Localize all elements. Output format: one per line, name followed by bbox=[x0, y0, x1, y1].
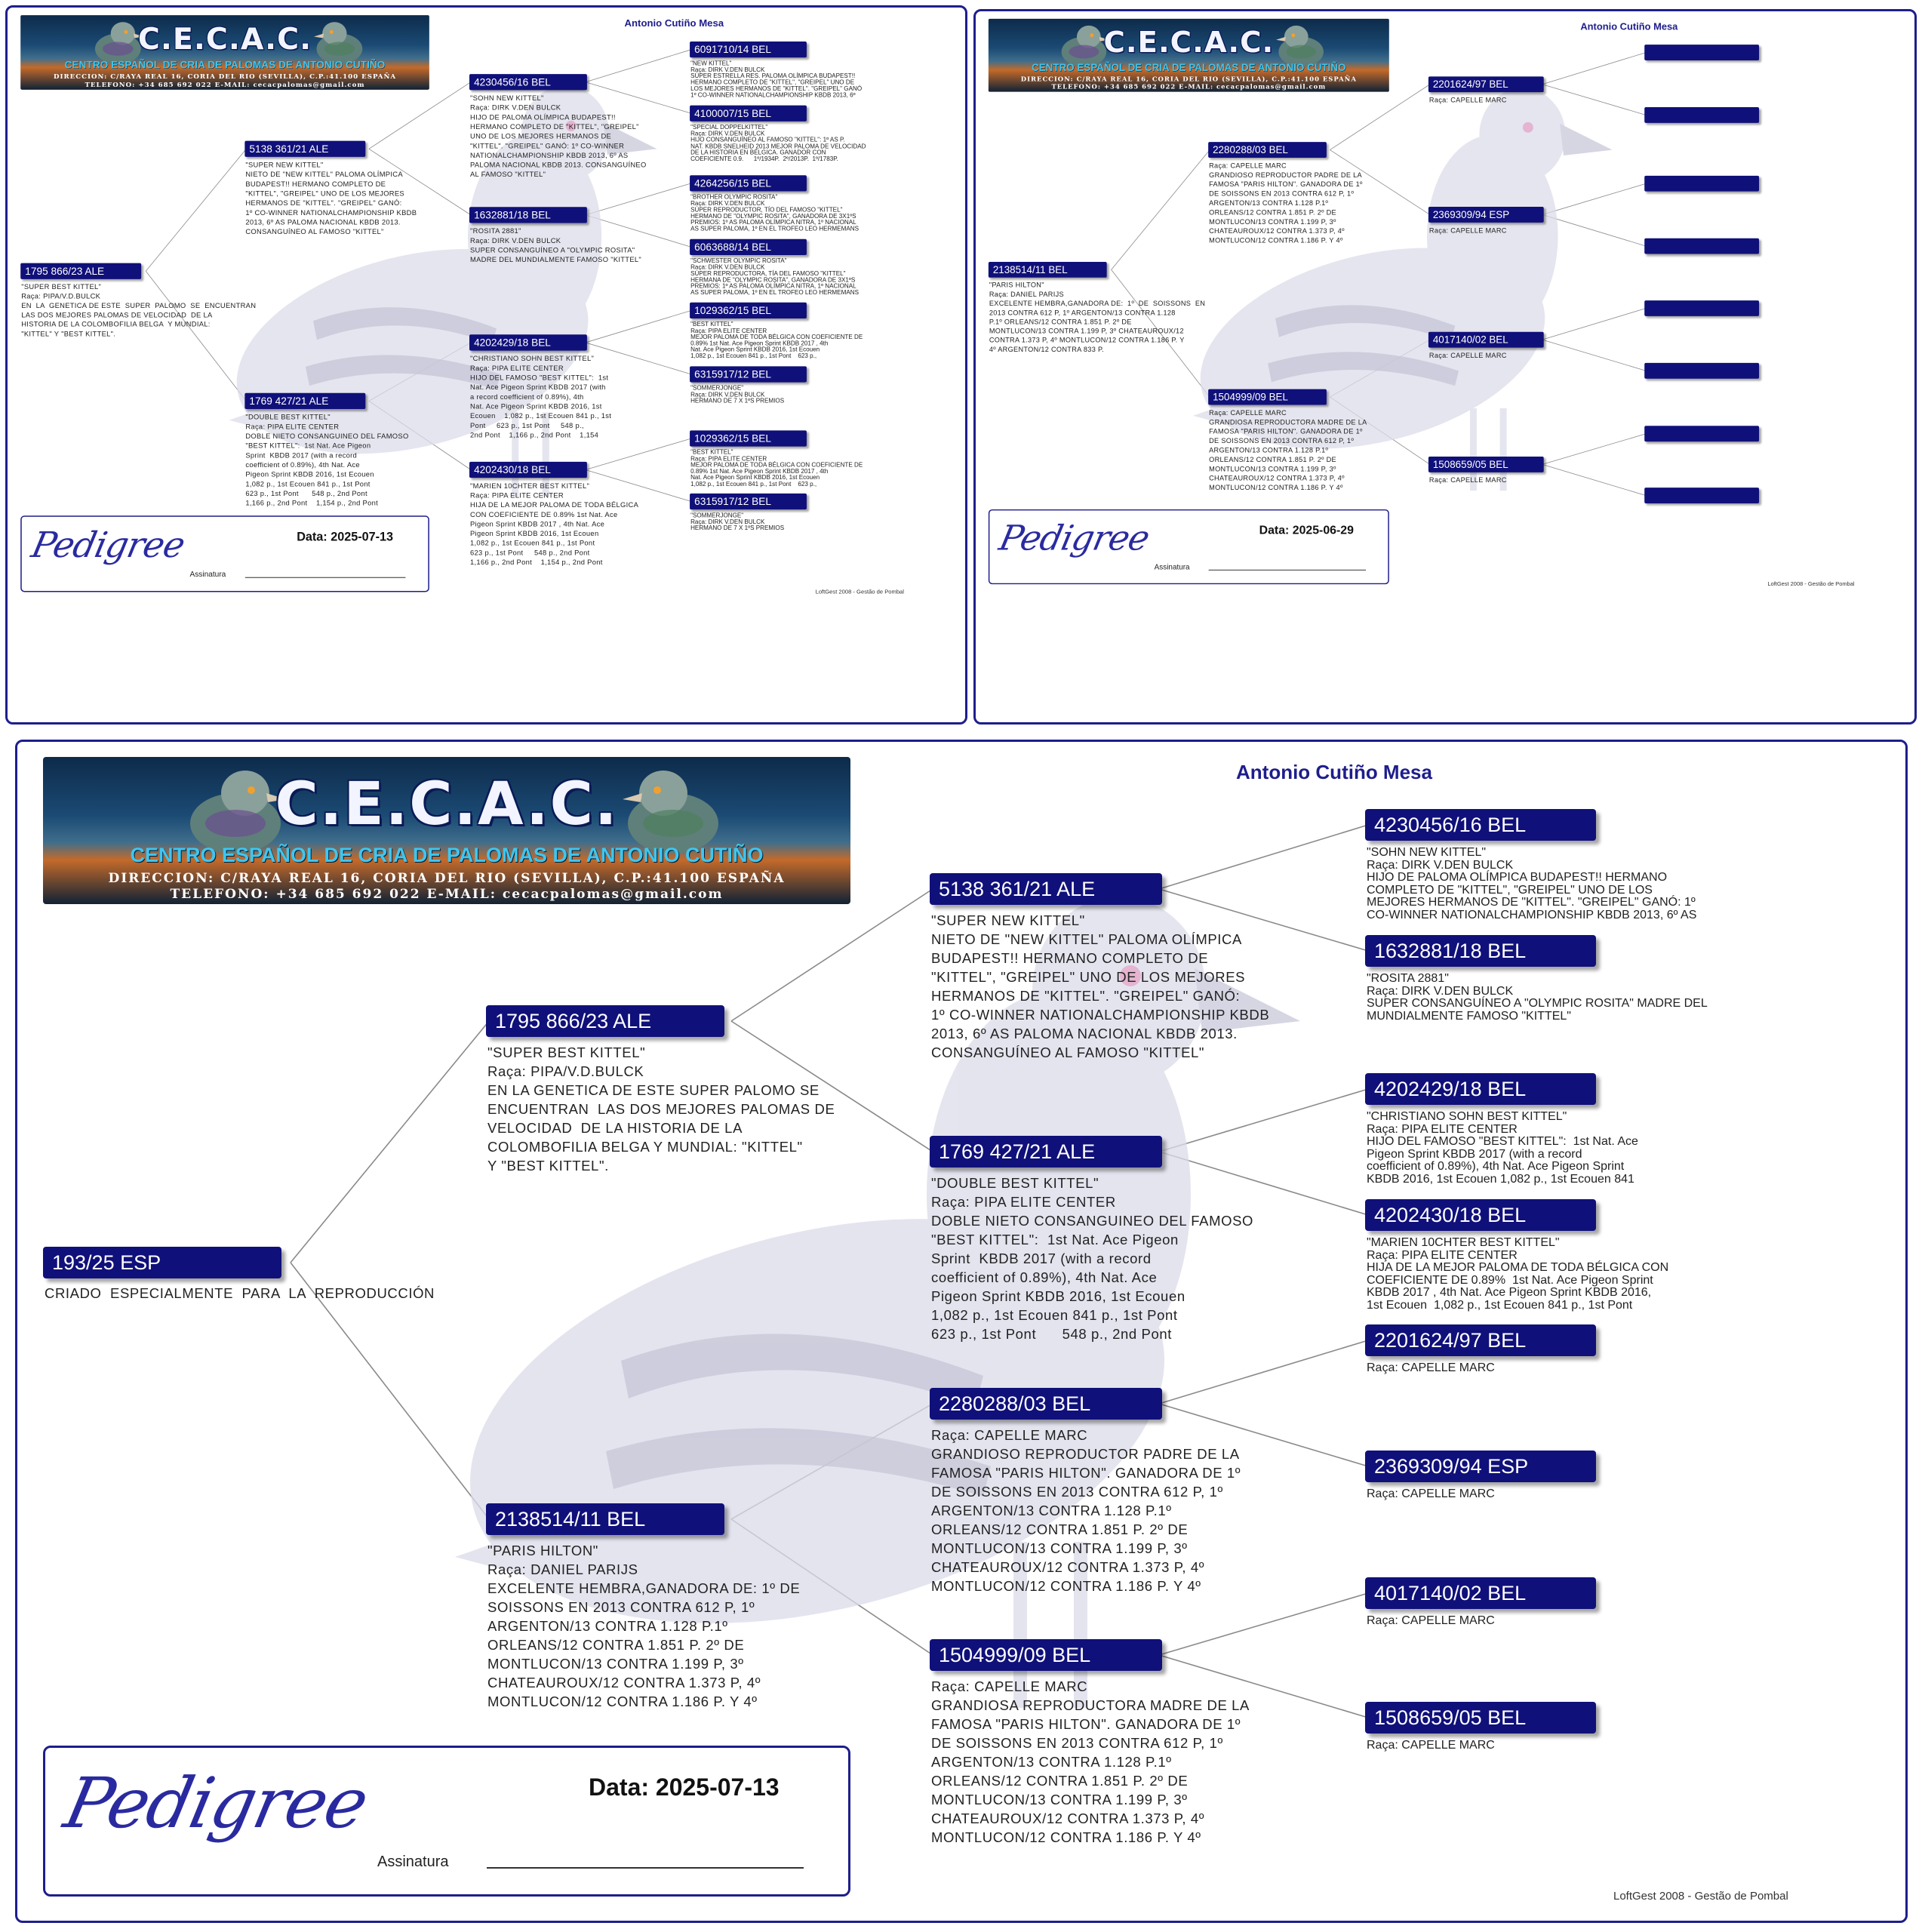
ring-number-grandparent[interactable]: 2280288/03 BEL bbox=[930, 1388, 1162, 1420]
sire-info: "SUPER BEST KITTEL" Raça: PIPA/V.D.BULCK EN LA GENETICA DE ESTE SUPER PALOMO SE ENCUENTRAN LAS DOS MEJORES PALOMAS DE VELOCIDAD DE LA HISTORIA DE LA COLOMBOFILIA BELGA Y MUNDIAL: "KITTEL" Y "BEST KITTEL". bbox=[487, 1044, 835, 1174]
ring-number-great-grandparent[interactable]: 6091710/14 BEL bbox=[690, 42, 807, 57]
great-grandparent-info: Raça: CAPELLE MARC bbox=[1367, 1487, 1495, 1500]
ring-number-grandparent[interactable]: 4230456/16 BEL bbox=[469, 74, 587, 90]
ring-number-great-grandparent[interactable] bbox=[1644, 426, 1759, 441]
banner-club-name: CENTRO ESPAÑOL DE CRIA DE PALOMAS DE ANTONIO CUTIÑO bbox=[1032, 61, 1346, 73]
great-grandparent-info: "BROTHER OLYMPIC ROSITA" Raça: DIRK V.DEN BULCK SÚPER REPRODUCTOR, TÍO DEL FAMOSO "KITTEL" HERMANO DE "OLYMPIC ROSITA", GANADORA DE 3X1ºS PREMIOS: 1º AS PALOMA OLÍMPICA NITRA, 1º NACIONAL AS SUPER PALOMA, 1º EN EL TROFEO LEO HERMEMANS bbox=[690, 194, 859, 232]
banner-contact: TELEFONO: +34 685 692 022 E-MAIL: cecacpalomas@gmail.com bbox=[85, 81, 365, 89]
banner-contact: TELEFONO: +34 685 692 022 E-MAIL: cecacpalomas@gmail.com bbox=[1051, 83, 1327, 91]
great-grandparent-info: Raça: CAPELLE MARC bbox=[1367, 1739, 1495, 1752]
ring-number-great-grandparent[interactable]: 1632881/18 BEL bbox=[1365, 935, 1596, 967]
cecac-banner bbox=[43, 757, 850, 904]
banner-club-name: CENTRO ESPAÑOL DE CRIA DE PALOMAS DE ANTONIO CUTIÑO bbox=[64, 59, 386, 71]
ring-number-grandparent[interactable]: 2369309/94 ESP bbox=[1428, 207, 1544, 223]
grandparent-info: Raça: CAPELLE MARC bbox=[1428, 351, 1507, 359]
signature-label: Assinatura bbox=[189, 570, 226, 579]
subject-info: "SUPER BEST KITTEL" Raça: PIPA/V.D.BULCK EN LA GENETICA DE ESTE SUPER PALOMO SE ENCUENTRAN LAS DOS MEJORES PALOMAS DE VELOCIDAD DE LA HISTORIA DE LA COLOMBOFILIA BELGA Y MUNDIAL: "KITTEL" Y "BEST KITTEL". bbox=[21, 282, 257, 338]
great-grandparent-info: "SOMMERJONGE" Raça: DIRK V.DEN BULCK HERMANO DE 7 X 1ºS PREMIOS bbox=[690, 512, 785, 532]
software-credit: LoftGest 2008 - Gestão de Pombal bbox=[1767, 580, 1855, 588]
ring-number-great-grandparent[interactable]: 4202429/18 BEL bbox=[1365, 1073, 1596, 1105]
ring-number-grandparent[interactable]: 1632881/18 BEL bbox=[469, 207, 587, 223]
grandparent-info: Raça: CAPELLE MARC GRANDIOSO REPRODUCTOR PADRE DE LA FAMOSA "PARIS HILTON". GANADORA DE 1º DE SOISSONS EN 2013 CONTRA 612 P, 1º ARGENTON/13 CONTRA 1.128 P.1º ORLEANS/12 CONTRA 1.851 P. 2º DE MONTLUCON/13 CONTRA 1.199 P, 3º CHATEAUROUX/12 CONTRA 1.373 P, 4º MONTLUCON/12 CONTRA 1.186 P. Y 4º bbox=[931, 1427, 1241, 1594]
ring-number-grandparent[interactable]: 4017140/02 BEL bbox=[1428, 332, 1544, 348]
ring-number-great-grandparent[interactable]: 1029362/15 BEL bbox=[690, 303, 807, 318]
banner-address: DIRECCION: C/RAYA REAL 16, CORIA DEL RIO (SEVILLA), C.P.:41.100 ESPAÑA bbox=[108, 871, 786, 886]
grandparent-info: Raça: CAPELLE MARC bbox=[1428, 226, 1507, 235]
ring-number-subject[interactable]: 2138514/11 BEL bbox=[989, 262, 1107, 278]
pedigree-logo-text: Pedigree bbox=[57, 1763, 374, 1844]
ring-number-great-grandparent[interactable]: 6063688/14 BEL bbox=[690, 239, 807, 255]
banner-contact: TELEFONO: +34 685 692 022 E-MAIL: cecacpalomas@gmail.com bbox=[170, 887, 724, 902]
banner-club-name: CENTRO ESPAÑOL DE CRIA DE PALOMAS DE ANTONIO CUTIÑO bbox=[130, 844, 764, 866]
ring-number-great-grandparent[interactable] bbox=[1644, 363, 1759, 379]
ring-number-subject[interactable]: 1795 866/23 ALE bbox=[20, 263, 141, 279]
sire-info: Raça: CAPELLE MARC GRANDIOSO REPRODUCTOR PADRE DE LA FAMOSA "PARIS HILTON". GANADORA DE 1º DE SOISSONS EN 2013 CONTRA 612 P, 1º ARGENTON/13 CONTRA 1.128 P.1º ORLEANS/12 CONTRA 1.851 P. 2º DE MONTLUCON/13 CONTRA 1.199 P, 3º CHATEAUROUX/12 CONTRA 1.373 P, 4º MONTLUCON/12 CONTRA 1.186 P. Y 4º bbox=[1209, 161, 1363, 245]
ring-number-sire[interactable]: 5138 361/21 ALE bbox=[244, 141, 365, 157]
banner-address: DIRECCION: C/RAYA REAL 16, CORIA DEL RIO (SEVILLA), C.P.:41.100 ESPAÑA bbox=[53, 72, 397, 81]
cecac-banner bbox=[20, 15, 429, 90]
great-grandparent-info: "BEST KITTEL" Raça: PIPA ELITE CENTER MEJOR PALOMA DE TODA BÉLGICA CON COEFICIENTE DE 0.89% 1st Nat. Ace Pigeon Sprint KBDB 2017 , 4th Nat. Ace Pigeon Sprint KBDB 2016, 1st Ecouen 1,082 p., 1st Ecouen 841 p., 1st Pont 623 p., bbox=[690, 449, 863, 488]
pedigree-logo-text: Pedigree bbox=[28, 524, 189, 566]
ring-number-great-grandparent[interactable] bbox=[1644, 300, 1759, 316]
ring-number-sire[interactable]: 1795 866/23 ALE bbox=[486, 1005, 724, 1037]
grandparent-info: "ROSITA 2881" Raça: DIRK V.DEN BULCK SUPER CONSANGUÍNEO A "OLYMPIC ROSITA" MADRE DEL MUNDIALMENTE FAMOSO "KITTEL" bbox=[470, 226, 642, 264]
ring-number-great-grandparent[interactable]: 4100007/15 BEL bbox=[690, 106, 807, 122]
software-credit: LoftGest 2008 - Gestão de Pombal bbox=[815, 588, 904, 595]
ring-number-great-grandparent[interactable] bbox=[1644, 107, 1759, 123]
ring-number-great-grandparent[interactable] bbox=[1644, 45, 1759, 60]
ring-number-great-grandparent[interactable]: 1508659/05 BEL bbox=[1365, 1702, 1596, 1734]
ring-number-grandparent[interactable]: 4202430/18 BEL bbox=[469, 462, 587, 478]
pedigree-sheet-top-right bbox=[973, 9, 1917, 724]
ring-number-grandparent[interactable]: 1504999/09 BEL bbox=[930, 1639, 1162, 1671]
ring-number-great-grandparent[interactable]: 1029362/15 BEL bbox=[690, 430, 807, 446]
great-grandparent-info: "CHRISTIANO SOHN BEST KITTEL" Raça: PIPA ELITE CENTER HIJO DEL FAMOSO "BEST KITTEL": 1st Nat. Ace Pigeon Sprint KBDB 2017 (with a record coefficient of 0.89%), 4th Nat. Ace Pigeon Sprint KBDB 2016, 1st Ecouen 1,082 p., 1st Ecouen 841 bbox=[1367, 1110, 1638, 1186]
banner-title: C.E.C.A.C. bbox=[275, 771, 619, 838]
pedigree-sheet-main bbox=[15, 740, 1908, 1923]
ring-number-grandparent[interactable]: 4202429/18 BEL bbox=[469, 334, 587, 350]
grandparent-info: Raça: CAPELLE MARC bbox=[1428, 475, 1507, 485]
pedigree-stamp-box bbox=[989, 509, 1389, 584]
ring-number-grandparent[interactable]: 2201624/97 BEL bbox=[1428, 76, 1544, 92]
pedigree-date: Data: 2025-07-13 bbox=[589, 1774, 780, 1801]
software-credit: LoftGest 2008 - Gestão de Pombal bbox=[1613, 1890, 1788, 1903]
great-grandparent-info: "SOMMERJONGE" Raça: DIRK V.DEN BULCK HERMANO DE 7 X 1ºS PREMIOS bbox=[690, 385, 785, 405]
ring-number-great-grandparent[interactable]: 6315917/12 BEL bbox=[690, 366, 807, 382]
ring-number-great-grandparent[interactable] bbox=[1644, 238, 1759, 254]
great-grandparent-info: Raça: CAPELLE MARC bbox=[1367, 1614, 1495, 1627]
banner-title: C.E.C.A.C. bbox=[1103, 25, 1275, 60]
pedigree-sheet-top-left bbox=[5, 5, 967, 724]
ring-number-grandparent[interactable]: 5138 361/21 ALE bbox=[930, 873, 1162, 905]
cecac-banner bbox=[989, 19, 1389, 92]
ring-number-dam[interactable]: 2138514/11 BEL bbox=[486, 1503, 724, 1535]
ring-number-dam[interactable]: 1504999/09 BEL bbox=[1208, 389, 1327, 405]
ring-number-great-grandparent[interactable]: 4017140/02 BEL bbox=[1365, 1577, 1596, 1609]
ring-number-sire[interactable]: 2280288/03 BEL bbox=[1208, 142, 1327, 158]
grandparent-info: "SUPER NEW KITTEL" NIETO DE "NEW KITTEL" PALOMA OLÍMPICA BUDAPEST!! HERMANO COMPLETO DE "KITTEL", "GREIPEL" UNO DE LOS MEJORES HERMANOS DE "KITTEL". "GREIPEL" GANÓ: 1º CO-WINNER NATIONALCHAMPIONSHIP KBDB 2013, 6º AS PALOMA NACIONAL KBDB 2013. CONSANGUÍNEO AL FAMOSO "KITTEL" bbox=[931, 912, 1270, 1060]
grandparent-info: "DOUBLE BEST KITTEL" Raça: PIPA ELITE CENTER DOBLE NIETO CONSANGUINEO DEL FAMOSO "BEST KITTEL": 1st Nat. Ace Pigeon Sprint KBDB 2017 (with a record coefficient of 0.89%), 4th Nat. Ace Pigeon Sprint KBDB 2016, 1st Ecouen 1,082 p., 1st Ecouen 841 p., 1st Pont 623 p., 1st Pont 548 p., 2nd Pont bbox=[931, 1175, 1254, 1342]
owner-name: Antonio Cutiño Mesa bbox=[1580, 20, 1678, 32]
ring-number-great-grandparent[interactable]: 4230456/16 BEL bbox=[1365, 809, 1596, 841]
owner-name: Antonio Cutiño Mesa bbox=[624, 17, 724, 29]
grandparent-info: Raça: CAPELLE MARC bbox=[1428, 96, 1507, 104]
grandparent-info: "MARIEN 10CHTER BEST KITTEL" Raça: PIPA ELITE CENTER HIJA DE LA MEJOR PALOMA DE TODA BÉLGICA CON COEFICIENTE DE 0.89% 1st Nat. Ace Pigeon Sprint KBDB 2017 , 4th Nat. Ace Pigeon Sprint KBDB 2016, 1st Ecouen 1,082 p., 1st Ecouen 841 p., 1st Pont 623 p., 1st Pont 548 p., 2nd Pont 1,166 p., 2nd Pont 1,154 p., 2nd Pont bbox=[470, 481, 639, 567]
pedigree-stamp-box bbox=[43, 1746, 850, 1897]
banner-address: DIRECCION: C/RAYA REAL 16, CORIA DEL RIO (SEVILLA), C.P.:41.100 ESPAÑA bbox=[1020, 75, 1357, 83]
dam-info: "DOUBLE BEST KITTEL" Raça: PIPA ELITE CENTER DOBLE NIETO CONSANGUINEO DEL FAMOSO "BEST KITTEL": 1st Nat. Ace Pigeon Sprint KBDB 2017 (with a record coefficient of 0.89%), 4th Nat. Ace Pigeon Sprint KBDB 2016, 1st Ecouen 1,082 p., 1st Ecouen 841 p., 1st Pont 623 p., 1st Pont 548 p., 2nd Pont 1,166 p., 2nd Pont 1,154 p., 2nd Pont bbox=[245, 413, 409, 507]
grandparent-info: Raça: CAPELLE MARC GRANDIOSA REPRODUCTORA MADRE DE LA FAMOSA "PARIS HILTON". GANADORA DE 1º DE SOISSONS EN 2013 CONTRA 612 P, 1º ARGENTON/13 CONTRA 1.128 P.1º ORLEANS/12 CONTRA 1.851 P. 2º DE MONTLUCON/13 CONTRA 1.199 P, 3º CHATEAUROUX/12 CONTRA 1.373 P, 4º MONTLUCON/12 CONTRA 1.186 P. Y 4º bbox=[931, 1678, 1250, 1845]
ring-number-great-grandparent[interactable] bbox=[1644, 176, 1759, 192]
pedigree-date: Data: 2025-06-29 bbox=[1259, 523, 1354, 537]
subject-info: CRIADO ESPECIALMENTE PARA LA REPRODUCCIÓN bbox=[45, 1285, 435, 1301]
signature-label: Assinatura bbox=[377, 1854, 449, 1870]
signature-line bbox=[245, 577, 406, 578]
ring-number-subject[interactable]: 193/25 ESP bbox=[43, 1247, 281, 1278]
grandparent-info: "CHRISTIANO SOHN BEST KITTEL" Raça: PIPA ELITE CENTER HIJO DEL FAMOSO "BEST KITTEL": 1st Nat. Ace Pigeon Sprint KBDB 2017 (with a record coefficient of 0.89%), 4th Nat. Ace Pigeon Sprint KBDB 2016, 1st Ecouen 1,082 p., 1st Ecouen 841 p., 1st Pont 623 p., 1st Pont 548 p., 2nd Pont 1,166 p., 2nd Pont 1,154 bbox=[470, 354, 612, 439]
owner-name: Antonio Cutiño Mesa bbox=[1236, 761, 1432, 783]
great-grandparent-info: "SPECIAL DOPPELKITTEL" Raça: DIRK V.DEN BULCK HIJO CONSANGUÍNEO AL FAMOSO "KITTEL": 1º AS P. NAT. KBDB SNELHEID 2013 MEJOR PALOMA DE VELOCIDAD DE LA HISTORIA EN BÉLGICA. GANADOR CON COEFICIENTE 0.9. 1º/1934P. 2º/2013P. 1º/1783P. bbox=[690, 124, 866, 162]
ring-number-great-grandparent[interactable]: 2201624/97 BEL bbox=[1365, 1324, 1596, 1356]
great-grandparent-info: "NEW KITTEL" Raça: DIRK V.DEN BULCK SÚPER ESTRELLA RES. PALOMA OLÍMPICA BUDAPEST!! HERMANO COMPLETO DE "KITTEL", "GREIPEL" UNO DE LOS MEJORES HERMANOS DE "KITTEL". "GREIPEL" GANÓ 1º CO-WINNER NATIONALCHAMPIONSHIP KBDB 2013, 6º bbox=[690, 60, 863, 99]
signature-label: Assinatura bbox=[1154, 562, 1190, 571]
great-grandparent-info: "BEST KITTEL" Raça: PIPA ELITE CENTER MEJOR PALOMA DE TODA BÉLGICA CON COEFICIENTE DE 0.89% 1st Nat. Ace Pigeon Sprint KBDB 2017 , 4th Nat. Ace Pigeon Sprint KBDB 2016, 1st Ecouen 1,082 p., 1st Ecouen 841 p., 1st Pont 623 p., bbox=[690, 321, 863, 359]
great-grandparent-info: "ROSITA 2881" Raça: DIRK V.DEN BULCK SUPER CONSANGUÍNEO A "OLYMPIC ROSITA" MADRE DEL MUNDIALMENTE FAMOSO "KITTEL" bbox=[1367, 972, 1708, 1023]
subject-info: "PARIS HILTON" Raça: DANIEL PARIJS EXCELENTE HEMBRA,GANADORA DE: 1º DE SOISSONS EN 2013 CONTRA 612 P, 1º ARGENTON/13 CONTRA 1.128 P.1º ORLEANS/12 CONTRA 1.851 P. 2º DE MONTLUCON/13 CONTRA 1.199 P, 3º CHATEAUROUX/12 CONTRA 1.373 P, 4º MONTLUCON/12 CONTRA 1.186 P. Y 4º ARGENTON/12 CONTRA 833 P. bbox=[989, 281, 1206, 353]
ring-number-grandparent[interactable]: 1769 427/21 ALE bbox=[930, 1136, 1162, 1168]
banner-title: C.E.C.A.C. bbox=[137, 22, 312, 57]
signature-line bbox=[487, 1867, 804, 1869]
ring-number-great-grandparent[interactable] bbox=[1644, 488, 1759, 503]
sire-info: "SUPER NEW KITTEL" NIETO DE "NEW KITTEL" PALOMA OLÍMPICA BUDAPEST!! HERMANO COMPLETO DE "KITTEL", "GREIPEL" UNO DE LOS MEJORES HERMANOS DE "KITTEL". "GREIPEL" GANÓ: 1º CO-WINNER NATIONALCHAMPIONSHIP KBDB 2013, 6º AS PALOMA NACIONAL KBDB 2013. CONSANGUÍNEO AL FAMOSO "KITTEL" bbox=[245, 160, 417, 236]
pedigree-stamp-box bbox=[20, 515, 429, 592]
pedigree-logo-text: Pedigree bbox=[995, 518, 1153, 558]
ring-number-great-grandparent[interactable]: 2369309/94 ESP bbox=[1365, 1451, 1596, 1482]
signature-line bbox=[1209, 570, 1366, 571]
ring-number-dam[interactable]: 1769 427/21 ALE bbox=[244, 393, 365, 409]
ring-number-grandparent[interactable]: 1508659/05 BEL bbox=[1428, 457, 1544, 472]
great-grandparent-info: Raça: CAPELLE MARC bbox=[1367, 1361, 1495, 1374]
dam-info: Raça: CAPELLE MARC GRANDIOSA REPRODUCTORA MADRE DE LA FAMOSA "PARIS HILTON". GANADORA DE 1º DE SOISSONS EN 2013 CONTRA 612 P, 1º ARGENTON/13 CONTRA 1.128 P.1º ORLEANS/12 CONTRA 1.851 P. 2º DE MONTLUCON/13 CONTRA 1.199 P, 3º CHATEAUROUX/12 CONTRA 1.373 P, 4º MONTLUCON/12 CONTRA 1.186 P. Y 4º bbox=[1209, 408, 1367, 492]
great-grandparent-info: "SOHN NEW KITTEL" Raça: DIRK V.DEN BULCK HIJO DE PALOMA OLÍMPICA BUDAPEST!! HERMANO COMPLETO DE "KITTEL", "GREIPEL" UNO DE LOS MEJORES HERMANOS DE "KITTEL". "GREIPEL" GANÓ: 1º CO-WINNER NATIONALCHAMPIONSHIP KBDB 2013, 6º AS bbox=[1367, 846, 1697, 921]
grandparent-info: "SOHN NEW KITTEL" Raça: DIRK V.DEN BULCK HIJO DE PALOMA OLÍMPICA BUDAPEST!! HERMANO COMPLETO DE "KITTEL", "GREIPEL" UNO DE LOS MEJORES HERMANOS DE "KITTEL". "GREIPEL" GANÓ: 1º CO-WINNER NATIONALCHAMPIONSHIP KBDB 2013, 6º AS PALOMA NACIONAL KBDB 2013. CONSANGUÍNEO AL FAMOSO "KITTEL" bbox=[470, 94, 647, 179]
ring-number-great-grandparent[interactable]: 4202430/18 BEL bbox=[1365, 1199, 1596, 1231]
dam-info: "PARIS HILTON" Raça: DANIEL PARIJS EXCELENTE HEMBRA,GANADORA DE: 1º DE SOISSONS EN 2013 CONTRA 612 P, 1º ARGENTON/13 CONTRA 1.128 P.1º ORLEANS/12 CONTRA 1.851 P. 2º DE MONTLUCON/13 CONTRA 1.199 P, 3º CHATEAUROUX/12 CONTRA 1.373 P, 4º MONTLUCON/12 CONTRA 1.186 P. Y 4º bbox=[487, 1543, 801, 1709]
great-grandparent-info: "MARIEN 10CHTER BEST KITTEL" Raça: PIPA ELITE CENTER HIJA DE LA MEJOR PALOMA DE TODA BÉLGICA CON COEFICIENTE DE 0.89% 1st Nat. Ace Pigeon Sprint KBDB 2017 , 4th Nat. Ace Pigeon Sprint KBDB 2016, 1st Ecouen 1,082 p., 1st Ecouen 841 p., 1st Pont bbox=[1367, 1236, 1669, 1312]
ring-number-great-grandparent[interactable]: 6315917/12 BEL bbox=[690, 494, 807, 509]
ring-number-great-grandparent[interactable]: 4264256/15 BEL bbox=[690, 175, 807, 191]
great-grandparent-info: "SCHWESTER OLYMPIC ROSITA" Raça: DIRK V.DEN BULCK SÚPER REPRODUCTORA, TÍA DEL FAMOSO "KITTEL" HERMANA DE "OLYMPIC ROSITA", GANADORA DE 3X1ºS PREMIOS: 1º AS PALOMA OLÍMPICA NITRA, 1º NACIONAL AS SUPER PALOMA, 1º EN EL TROFEO LEO HERMEMANS bbox=[690, 257, 859, 296]
pedigree-date: Data: 2025-07-13 bbox=[297, 529, 394, 544]
